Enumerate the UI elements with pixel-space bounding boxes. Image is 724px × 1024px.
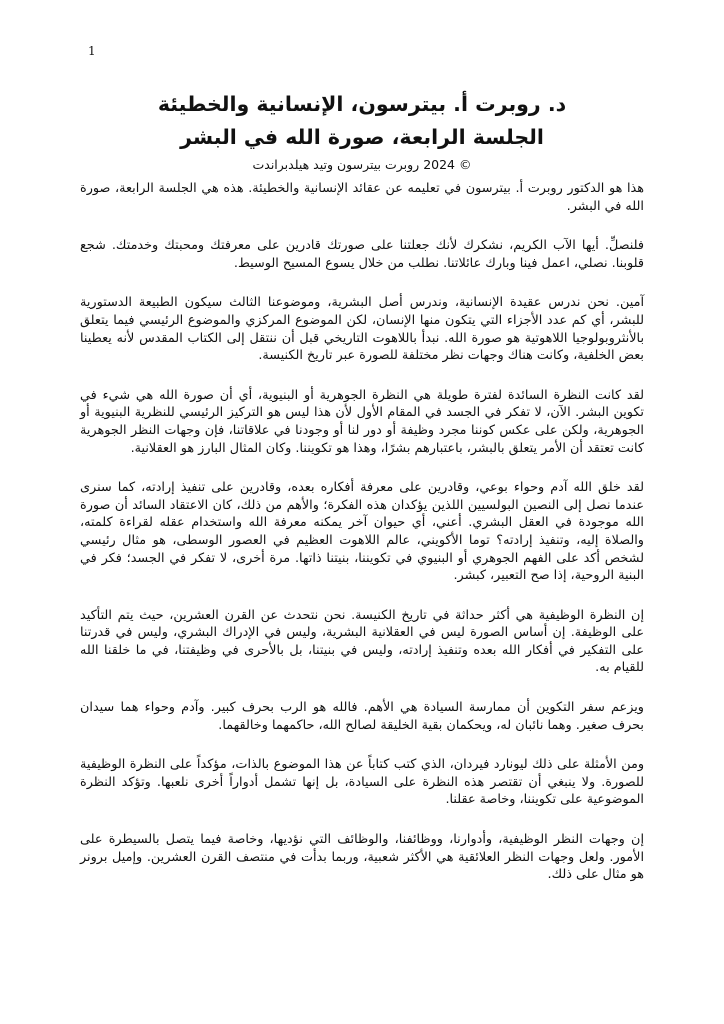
paragraph-intro: هذا هو الدكتور روبرت أ. بيترسون في تعليمه عن عقائد الإنسانية والخطيئة. هذه هي الجلسة الرابعة، صورة الله في البشر. — [80, 181, 644, 214]
paragraph-topics: آمين. نحن ندرس عقيدة الإنسانية، وندرس أصل البشرية، وموضوعنا الثالث سيكون الطبيعة الدستورية للبشر، أي كم عدد الأجزاء التي يتكون منها الإنسان، لكن الموضوع المركزي والموضوع الرئيسي فيما يتعلق بالأنثروبولوجيا اللاهوتية هو صورة الله. نبدأ باللاهوت التاريخي قبل أن ننتقل إلى الكتاب المقدس لأنه يعطينا بعض الخلفية، وكانت هناك وجهات نظر مختلفة للصورة عبر تاريخ الكنيسة. — [80, 295, 644, 364]
paragraph-prayer: فلنصلِّ. أيها الآب الكريم، نشكرك لأنك جعلتنا على صورتك قادرين على معرفتك ومحبتك وخدمتك. شجع قلوبنا. نصلي، اعمل فينا وبارك عائلاتنا. نطلب من خلال يسوع المسيح الوسيط. — [80, 238, 644, 271]
paragraph-rationality: لقد خلق الله آدم وحواء بوعي، وقادرين على معرفة أفكاره بعده، وقادرين على تنفيذ إرادته، كما سنرى عندما نصل إلى النصين البولسيين اللذين يؤكدان هذه الفكرة؛ والأهم من ذلك، كان الاعتقاد السائد أن صورة الله موجودة في العقل البشري. أعني، أي حيوان آخر يمكنه معرفة الله واستخدام عقله لقراءة كلمته، والصلاة إليه، وتنفيذ إرادته؟ توما الأكويني، عالم اللاهوت العظيم في العصور الوسطى، هو مثال رئيسي لشخص أكد على الفهم الجوهري أو البنيوي في تكويننا، بنيتنا ذاتها. مرة أخرى، لا تفكر في الجسد؛ فكر في البنية الروحية، إذا صح التعبير، كبشر. — [80, 480, 644, 584]
paragraph-verduin: ومن الأمثلة على ذلك ليونارد فيردان، الذي كتب كتاباً عن هذا الموضوع بالذات، مؤكداً على النظرة الوظيفية للصورة. ولا ينبغي أن تقتصر هذه النظرة على السيادة، بل إنها تشمل أدواراً أخرى نلعبها. وتؤكد النظرة الموضوعية على تكويننا، وخاصة عقلنا. — [80, 757, 644, 808]
document-body — [80, 180, 644, 906]
paragraph-functional-view: إن النظرة الوظيفية هي أكثر حداثة في تاريخ الكنيسة. نحن نتحدث عن القرن العشرين، حيث يتم التأكيد على الوظيفة. إن أساس الصورة ليس في العقلانية البشرية، وليس في الإدراك البشري، وليس في قدرتنا على التفكير في أفكار الله بعده وتنفيذ إرادته، وليس في بنيتنا، بل بالأحرى في وظيفتنا، في ما خلقنا الله للقيام به. — [80, 607, 644, 676]
paragraph-dominion: ويزعم سفر التكوين أن ممارسة السيادة هي الأهم. فالله هو الرب بحرف كبير. وآدم وحواء هما سيدان بحرف صغير. وهما نائبان له، ويحكمان بقية الخليقة لصالح الله، حاكمهما وخالقهما. — [80, 700, 644, 733]
session-title: الجلسة الرابعة، صورة الله في البشر — [180, 125, 544, 149]
paragraph-substantive-view: لقد كانت النظرة السائدة لفترة طويلة هي النظرة الجوهرية أو البنيوية، أي أن صورة الله هي شيء في تكوين البشر. الآن، لا تفكر في الجسد في المقام الأول لأن هذا ليس هو التركيز الرئيسي للنظرية البنيوية أو الجوهرية، ولكن على عكس كوننا مجرد وظيفة أو دور لنا أو وجودنا في علاقاتنا، فإن وجهات النظر الجوهرية كانت تعتقد أن الأمر يتعلق بالبشر، باعتبارهم بشرًا، وهذا هو تكويننا. وكان المثال البارز هو العقلانية. — [80, 387, 644, 456]
document-title: د. روبرت أ. بيترسون، الإنسانية والخطيئة — [157, 92, 567, 116]
copyright-line: © 2024 روبرت بيترسون وتيد هيلدبراندت — [252, 157, 472, 172]
title-block — [80, 88, 644, 174]
paragraph-relational-view: إن وجهات النظر الوظيفية، وأدوارنا، ووظائفنا، والوظائف التي نؤديها، وخاصة فيما يتصل بالسيطرة على الأمور. ولعل وجهات النظر العلائقية هي الأكثر شعبية، وربما بدأت في منتصف القرن العشرين. وإميل برونر هو مثال على ذلك. — [80, 832, 644, 883]
page-number: 1 — [88, 44, 96, 58]
